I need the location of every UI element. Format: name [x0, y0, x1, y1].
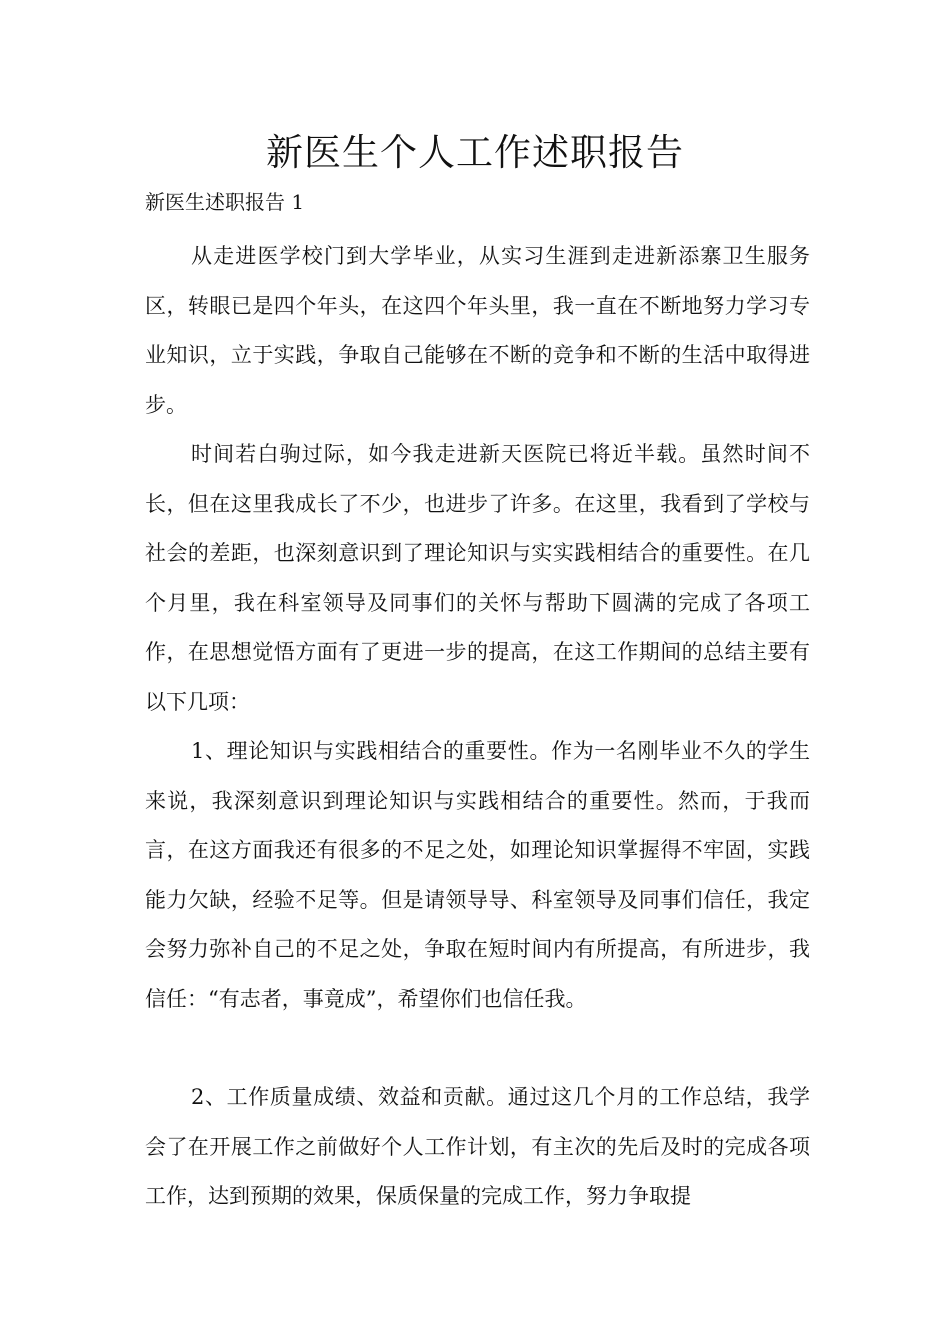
paragraph-spacer	[145, 1024, 810, 1073]
document-title: 新医生个人工作述职报告	[266, 131, 684, 174]
paragraph-intro: 从走进医学校门到大学毕业，从实习生涯到走进新添寨卫生服务区，转眼已是四个年头，在这四个年头里，我一直在不断地努力学习专业知识，立于实践，争取自己能够在不断的竞争和不断的生活中取得进步。	[145, 244, 810, 417]
document-body	[145, 232, 810, 1222]
paragraph-point-1: 1、理论知识与实践相结合的重要性。作为一名刚毕业不久的学生来说，我深刻意识到理论知识与实践相结合的重要性。然而，于我而言，在这方面我还有很多的不足之处，如理论知识掌握得不牢固，实践能力欠缺，经验不足等。但是请领导导、科室领导及同事们信任，我定会努力弥补自己的不足之处，争取在短时间内有所提高，有所进步，我信任：“有志者，事竟成”，希望你们也信任我。	[145, 739, 810, 1011]
paragraph-hospital: 时间若白驹过际，如今我走进新天医院已将近半载。虽然时间不长，但在这里我成长了不少，也进步了许多。在这里，我看到了学校与社会的差距，也深刻意识到了理论知识与实实践相结合的重要性。在几个月里，我在科室领导及同事们的关怀与帮助下圆满的完成了各项工作，在思想觉悟方面有了更进一步的提高，在这工作期间的总结主要有以下几项：	[145, 442, 810, 714]
paragraph-point-2: 2、工作质量成绩、效益和贡献。通过这几个月的工作总结，我学会了在开展工作之前做好个人工作计划，有主次的先后及时的完成各项工作，达到预期的效果，保质保量的完成工作，努力争取提	[145, 1085, 810, 1208]
document-subtitle: 新医生述职报告 1	[145, 190, 305, 214]
